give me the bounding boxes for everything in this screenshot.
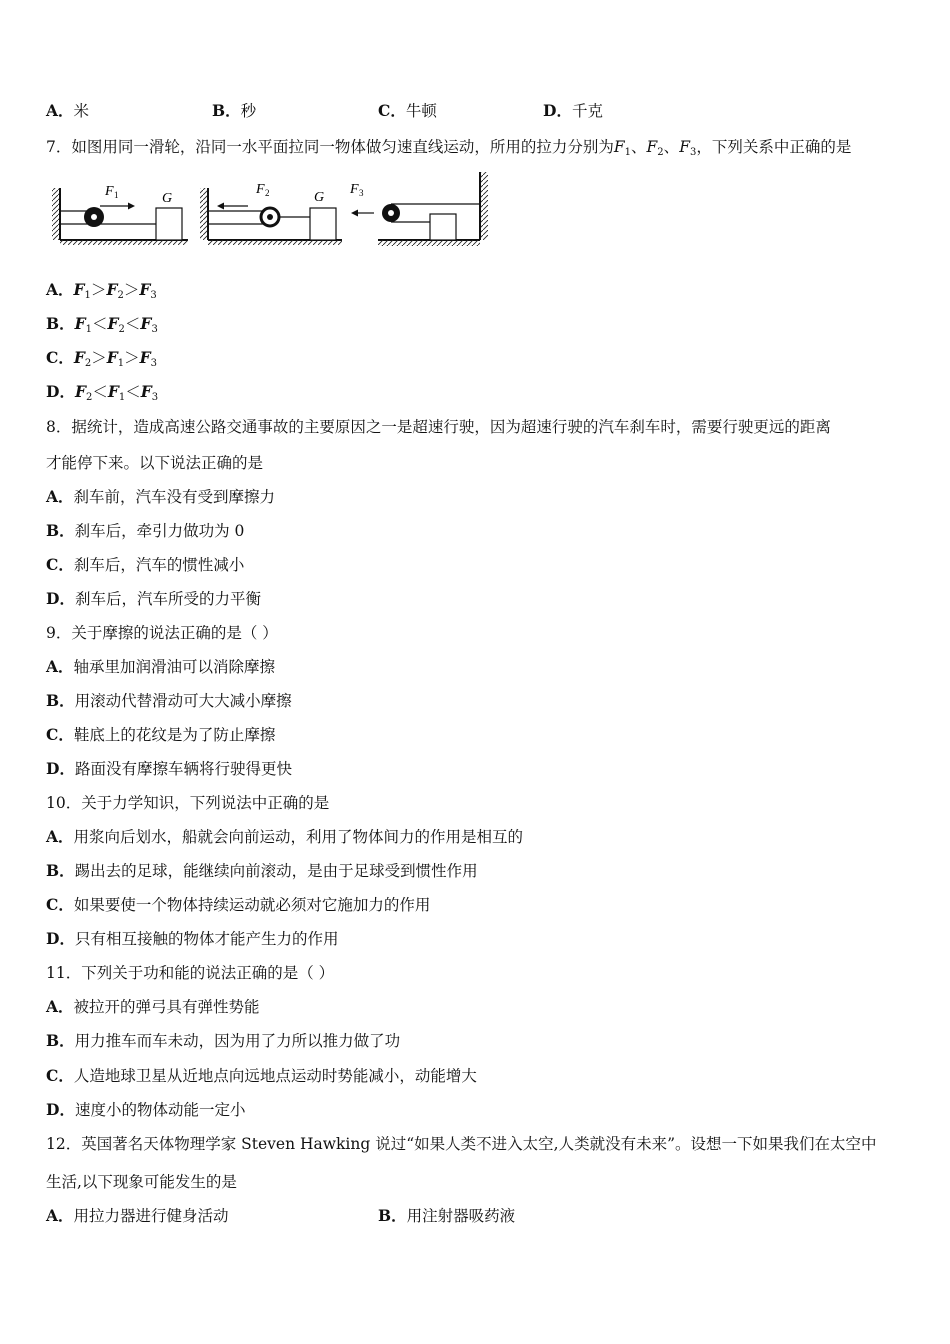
q6-option-c: C．牛顿 xyxy=(378,101,437,120)
q8-stem-line-1: 8．据统计，造成高速公路交通事故的主要原因之一是超速行驶，因为超速行驶的汽车刹车时，需要行驶更远的距离 xyxy=(46,418,831,436)
q10-option-d: D．只有相互接触的物体才能产生力的作用 xyxy=(46,929,339,948)
q11-option-c: C．人造地球卫星从近地点向远地点运动时势能减小，动能增大 xyxy=(46,1066,477,1085)
q7-stem: 7．如图用同一滑轮，沿同一水平面拉同一物体做匀速直线运动，所用的拉力分别为$F_1$、$F_2$、$F_3$，下列关系中正确的是 xyxy=(46,138,852,158)
q9-option-c: C．鞋底上的花纹是为了防止摩擦 xyxy=(46,725,276,744)
q6-option-d: D．千克 xyxy=(543,101,603,120)
q7-option-a: A．$F_1>F_2>F_3$ xyxy=(46,280,157,301)
q11-stem: 11．下列关于功和能的说法正确的是（ ） xyxy=(46,964,335,982)
q8-option-a: A．刹车前，汽车没有受到摩擦力 xyxy=(46,487,276,506)
pulley-figure xyxy=(48,170,498,260)
q10-option-a: A．用浆向后划水，船就会向前运动，利用了物体间力的作用是相互的 xyxy=(46,827,524,846)
svg-text:G: G xyxy=(162,191,173,206)
q10-stem: 10．关于力学知识，下列说法中正确的是 xyxy=(46,794,330,812)
q9-option-a: A．轴承里加润滑油可以消除摩擦 xyxy=(46,657,276,676)
svg-text:G: G xyxy=(314,190,325,205)
q6-option-b: B．秒 xyxy=(212,101,257,120)
q7-option-d: D．$F_2<F_1<F_3$ xyxy=(46,382,159,403)
svg-text:F: F xyxy=(105,184,114,199)
figure-panel-2 xyxy=(200,182,342,245)
q7-option-b: B．$F_1<F_2<F_3$ xyxy=(46,314,158,335)
q7-option-c: C．$F_2>F_1>F_3$ xyxy=(46,348,158,369)
q9-option-b: B．用滚动代替滑动可大大减小摩擦 xyxy=(46,691,292,710)
q12-option-a: A．用拉力器进行健身活动 xyxy=(46,1206,229,1225)
q12-stem-line-2: 生活,以下现象可能发生的是 xyxy=(46,1173,237,1191)
q8-stem-line-2: 才能停下来。以下说法正确的是 xyxy=(46,454,264,472)
svg-text:1: 1 xyxy=(114,190,119,200)
q12-stem-line-1: 12．英国著名天体物理学家 Steven Hawking 说过“如果人类不进入太空,人类就没有未来”。设想一下如果我们在太空中 xyxy=(46,1135,877,1153)
figure-panel-1 xyxy=(52,184,188,245)
q11-option-a: A．被拉开的弹弓具有弹性势能 xyxy=(46,997,260,1016)
q9-option-d: D．路面没有摩擦车辆将行驶得更快 xyxy=(46,759,292,778)
q11-option-d: D．速度小的物体动能一定小 xyxy=(46,1100,246,1119)
q8-option-b: B．刹车后，牵引力做功为 0 xyxy=(46,521,245,540)
svg-text:F: F xyxy=(256,182,265,197)
q6-option-a: A．米 xyxy=(46,101,90,120)
q11-option-b: B．用力推车而车未动，因为用了力所以推力做了功 xyxy=(46,1031,401,1050)
q10-option-b: B．踢出去的足球，能继续向前滚动，是由于足球受到惯性作用 xyxy=(46,861,478,880)
svg-text:3: 3 xyxy=(359,188,364,198)
q8-option-d: D．刹车后，汽车所受的力平衡 xyxy=(46,589,261,608)
q10-option-c: C．如果要使一个物体持续运动就必须对它施加力的作用 xyxy=(46,895,431,914)
svg-text:2: 2 xyxy=(265,188,270,198)
q9-stem: 9．关于摩擦的说法正确的是（ ） xyxy=(46,624,278,642)
svg-text:F: F xyxy=(350,182,359,197)
q8-option-c: C．刹车后，汽车的惯性减小 xyxy=(46,555,245,574)
figure-panel-3 xyxy=(349,172,488,246)
q12-option-b: B．用注射器吸药液 xyxy=(378,1206,516,1225)
